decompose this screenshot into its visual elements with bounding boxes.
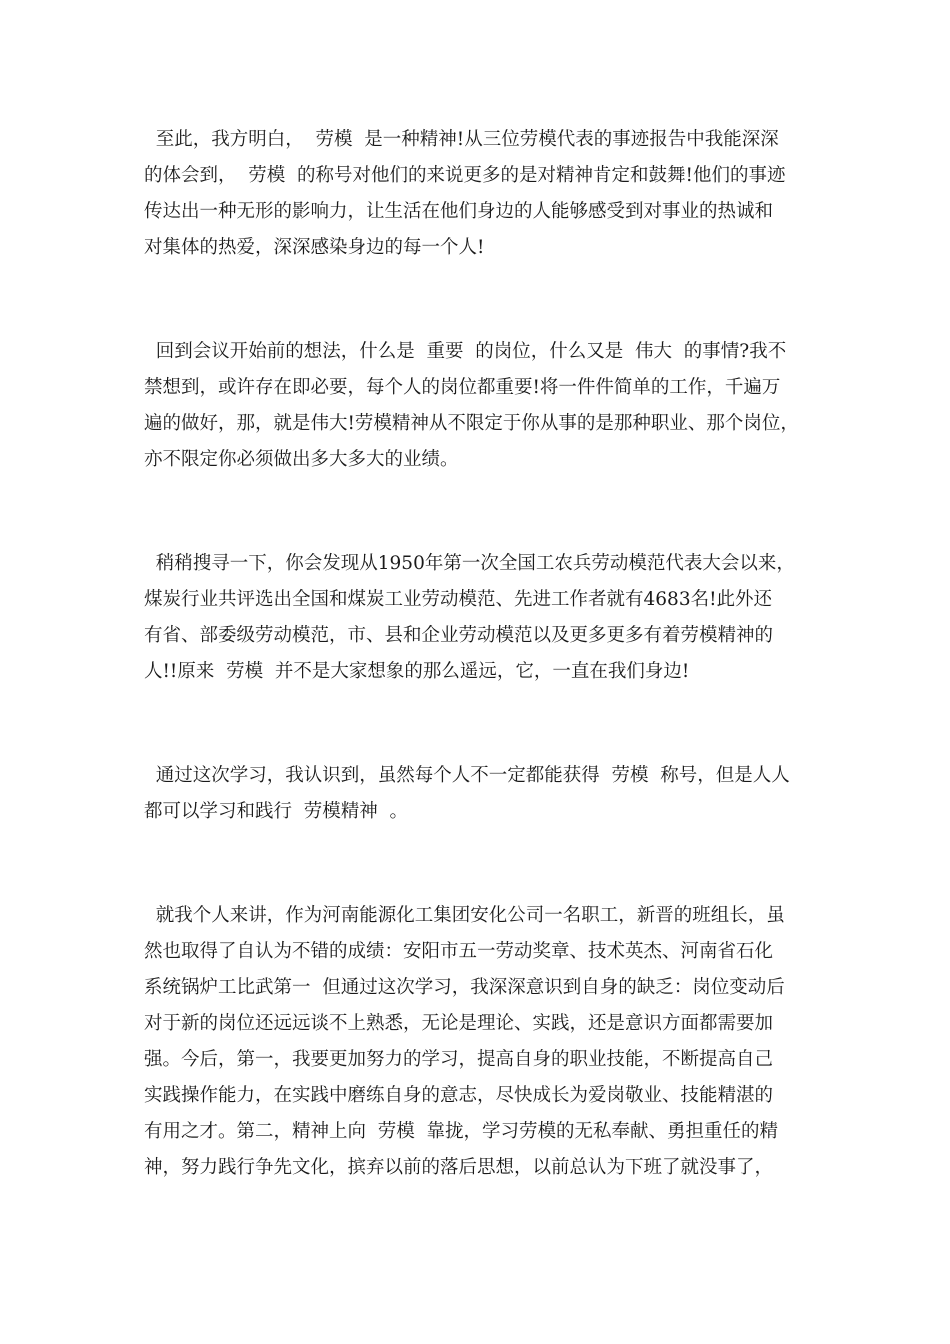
text-line: 系统锅炉工比武第一 但通过这次学习，我深深意识到自身的缺乏：岗位变动后 (144, 977, 785, 998)
text-line: 对于新的岗位还远远谈不上熟悉，无论是理论、实践，还是意识方面都需要加 (144, 1013, 774, 1034)
text-line: 禁想到，或许存在即必要，每个人的岗位都重要!将一件件简单的工作，千遍万 (144, 377, 781, 398)
paragraph-4 (144, 758, 824, 830)
text-line: 强。今后，第一，我要更加努力的学习，提高自身的职业技能，不断提高自己 (144, 1049, 774, 1070)
text-line: 亦不限定你必须做出多大多大的业绩。 (144, 449, 459, 470)
text-line: 神，努力践行争先文化，摈弃以前的落后思想，以前总认为下班了就没事了， (144, 1157, 774, 1178)
text-line: 的体会到， 劳模 的称号对他们的来说更多的是对精神肯定和鼓舞!他们的事迹 (144, 165, 786, 186)
text-line: 回到会议开始前的想法，什么是 重要 的岗位，什么又是 伟大 的事情?我不 (144, 341, 787, 362)
text-line: 然也取得了自认为不错的成绩：安阳市五一劳动奖章、技术英杰、河南省石化 (144, 941, 774, 962)
text-line: 人!!原来 劳模 并不是大家想象的那么遥远，它，一直在我们身边! (144, 661, 690, 682)
text-line: 有用之才。第二，精神上向 劳模 靠拢，学习劳模的无私奉献、勇担重任的精 (144, 1121, 779, 1142)
paragraph-5 (144, 898, 824, 1186)
text-line: 煤炭行业共评选出全国和煤炭工业劳动模范、先进工作者就有4683名!此外还 (144, 589, 773, 610)
text-line: 遍的做好，那，就是伟大!劳模精神从不限定于你从事的是那种职业、那个岗位， (144, 413, 799, 434)
text-line: 实践操作能力，在实践中磨练自身的意志，尽快成长为爱岗敬业、技能精湛的 (144, 1085, 774, 1106)
text-line: 通过这次学习，我认识到，虽然每个人不一定都能获得 劳模 称号，但是人人 (144, 765, 790, 786)
text-line: 至此，我方明白， 劳模 是一种精神!从三位劳模代表的事迹报告中我能深深 (144, 129, 779, 150)
text-line: 有省、部委级劳动模范，市、县和企业劳动模范以及更多更多有着劳模精神的 (144, 625, 774, 646)
text-line: 稍稍搜寻一下，你会发现从1950年第一次全国工农兵劳动模范代表大会以来， (144, 553, 795, 574)
paragraph-1 (144, 122, 824, 266)
paragraph-3 (144, 546, 824, 690)
text-line: 对集体的热爱，深深感染身边的每一个人! (144, 237, 485, 258)
text-line: 都可以学习和践行 劳模精神 。 (144, 801, 409, 822)
text-line: 传达出一种无形的影响力，让生活在他们身边的人能够感受到对事业的热诚和 (144, 201, 774, 222)
text-line: 就我个人来讲，作为河南能源化工集团安化公司一名职工，新晋的班组长，虽 (144, 905, 785, 926)
paragraph-2 (144, 334, 824, 478)
